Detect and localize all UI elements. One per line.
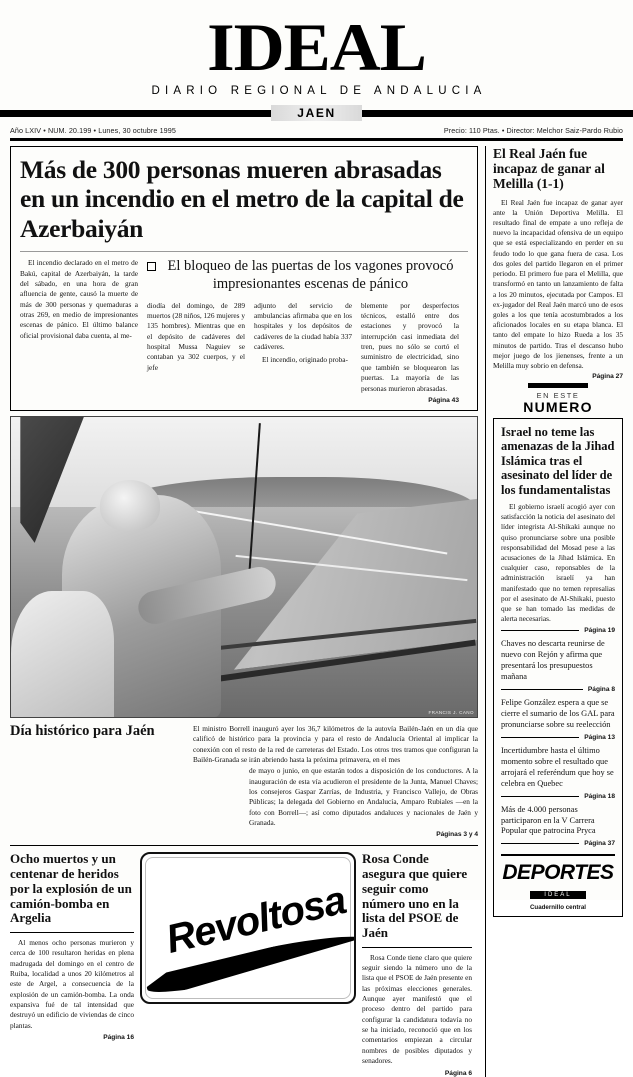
caption-column-2 (249, 766, 478, 838)
sidebar-sport-page-reference[interactable]: Página 27 (592, 373, 623, 381)
bottom-right-page-reference[interactable]: Página 6 (444, 1069, 472, 1077)
bottom-story-argelia (10, 852, 134, 1076)
caption-column-1 (10, 766, 239, 838)
section-divider (10, 845, 478, 846)
index-header (493, 383, 623, 415)
lead-paragraph: blemente por desperfectos técnicos, estalló entre dos estaciones y provocó la interrupción casi inmediata del tren, pues no sólo se cortó el suministro de electricidad, sino que también se bloquearon las puertas. La mayoría de las personas murieron abrasadas. (361, 300, 459, 393)
rule-right (362, 110, 633, 117)
advertisement-revoltosa[interactable] (134, 852, 362, 1076)
photo-second-passenger (11, 591, 114, 717)
index-main-ref-row (501, 627, 615, 634)
rule (501, 843, 579, 844)
index-brief-ref-row (501, 686, 615, 693)
index-main-body: El gobierno israelí acogió ayer con satisfacción la noticia del asesinato del líder integrista Al-Shikaki aunque no quiso pronunciarse sobre una posible responsabilidad del Mosad pese a las acusaciones de la Jihad Islámica. En cualquier caso, reponsables de la administración israelí ya han manifestado que no temen represalias por el asesinato de Al-Shikaki, puesto que se han tomado las medidas de alerta necesarias. (500, 502, 615, 624)
index-brief (501, 639, 615, 693)
ad-frame[interactable] (140, 852, 356, 1004)
lead-paragraph: El incendio declarado en el metro de Bakú, capital de Azerbaiyán, la tarde del sábado, en una hora de gran afluencia de gente, causó la muerte de más de 300 personas y quemaduras a otras 269, en medio de impresionantes escenas de pánico. El último balance oficial provisional daba cuenta, al me- (20, 258, 138, 340)
sports-supplement-subtitle: Cuadernillo central (529, 904, 586, 912)
bottom-right-divider (362, 947, 472, 948)
issue-info-right: Precio: 110 Ptas. • Director: Melchor Saiz-Pardo Rubio (443, 125, 623, 135)
index-brief-ref-row (501, 734, 615, 741)
sidebar (493, 146, 623, 1077)
lead-story (10, 146, 478, 411)
index-main-page-reference[interactable]: Página 19 (584, 627, 615, 635)
lead-paragraph: adjunto del servicio de ambulancias afirmaba que en los hospitales y los depósitos de cadáveres de la ciudad había 337 cadáveres. (254, 300, 352, 352)
index-brief-page-reference[interactable]: Página 18 (584, 792, 615, 800)
issue-info-left: Año LXIV • NUM. 20.199 • Lunes, 30 octubre 1995 (10, 125, 176, 135)
caption-story (10, 724, 478, 839)
index-brief-ref-row (501, 840, 615, 847)
sidebar-sport-story (493, 146, 623, 381)
main-photo-frame (10, 416, 478, 718)
bottom-right-headline: Rosa Conde asegura que quiere seguir como número uno en la lista del PSOE de Jaén (362, 851, 468, 940)
ad-brand-name: Revoltosa (162, 878, 350, 963)
bottom-right-body: Rosa Conde tiene claro que quiere seguir siendo la número uno de la lista que el PSOE de Jaén presente en las próximas elecciones generales. Aunque ayer manifestó que el proceso dentro del partido para configurar la candidatura todavía no se ha iniciado, reconoció que en los comentarios empiezan a circular nombres de posibles diputados y senadores. (362, 952, 472, 1066)
sidebar-sport-body: El Real Jaén fue incapaz de ganar ayer ante la Unión Deportiva Melilla. El resultado final de empate a uno refleja de nuevo la incapacidad ofensiva de un equipo que se está especializando en perder en su feudo todo lo que gana fuera de casa. Los dos goles del partido llegaron en el primer periodo. El primero fue para el Melilla, que transformó en tanto un lanzamiento de falta a los 20 minutos, ejecutada por Campos. El ex-jugador del Real Jaén marcó uno de esos goles a los que tenía acostumbrados a los aficionados locales en su etapa blanca. El tanto del empate lo hizo Rueda a los 35 minutos de partido. Tras el descanso hubo mejor juego de los jienenses, frente a un Melilla muy sobrio en defensa. (492, 197, 623, 370)
square-bullet-icon (147, 262, 156, 271)
caption-page-reference[interactable]: Páginas 3 y 4 (436, 831, 478, 839)
index-label-line2: NUMERO (523, 399, 593, 416)
index-brief-text: Incertidumbre hasta el último momento sobre el resultado que arrojará el referéndum que hoy se celebra en Quebec (500, 745, 614, 788)
bottom-left-page-reference[interactable]: Página 16 (103, 1034, 134, 1042)
index-brief-page-reference[interactable]: Página 37 (584, 840, 615, 848)
masthead-tagline: DIARIO REGIONAL DE ANDALUCIA (151, 84, 487, 97)
main-column (10, 146, 478, 1077)
index-brief-ref-row (501, 793, 615, 800)
index-brief-text: Chaves no descarta reunirse de nuevo con Rejón y afirma que presentará los presupuestos mañana (500, 639, 605, 682)
bottom-left-divider (10, 932, 134, 933)
index-brief-page-reference[interactable]: Página 8 (587, 686, 615, 694)
index-brief (501, 805, 615, 848)
index-brief (501, 746, 615, 800)
caption-headline: Día histórico para Jaén (10, 722, 155, 739)
lead-subheadline: El bloqueo de las puertas de los vagones provocó impresionantes escenas de pánico (167, 258, 454, 292)
edition-bar (0, 106, 633, 121)
lead-column-2 (147, 301, 245, 404)
lead-column-4 (361, 301, 459, 404)
rule (501, 796, 579, 797)
index-brief-text: Más de 4.000 personas participaron en la V Carrera Popular que patrocina Pryca (500, 804, 596, 836)
index-box (493, 418, 623, 918)
lead-headline: Más de 300 personas mueren abrasadas en un incendio en el metro de la capital de Azerbaiyán (20, 154, 464, 243)
photo-credit: FRANCIS J. CANO (428, 709, 474, 715)
bottom-left-headline: Ocho muertos y un centenar de heridos por la explosión de un camión-bomba en Argelia (10, 851, 132, 926)
index-label-line1: EN ESTE (536, 391, 580, 401)
index-brief (501, 698, 615, 741)
photo-passenger-head (100, 480, 161, 531)
edition-label: JAEN (271, 105, 361, 121)
sports-supplement-bar: IDEAL (530, 891, 585, 899)
newspaper-logo: IDEAL (207, 9, 426, 85)
caption-lead-text: El ministro Borrell inauguró ayer los 36,7 kilómetros de la autovía Bailén-Jaén en un día que calificó de histórico para la provincia y para el resto de Andalucía Oriental al implicar la conexión con el resto de la red de carreteras del Estado. Los otros tres tramos que configuran la Bailén-Granada se irán abriendo hasta la próxima primavera, en el mes (193, 723, 478, 764)
index-header-bar (528, 383, 588, 388)
bottom-section (10, 852, 478, 1076)
page-body (0, 141, 633, 1077)
lead-paragraph: diodía del domingo, de 289 muertos (28 niños, 126 mujeres y 135 hombres). Mientras que en el depósito de cadáveres del hospital Mussa Naguiev se contaban ya 302 cuerpos, y el jefe (147, 300, 245, 372)
lead-subhead-block (147, 258, 459, 404)
main-photo-highway-inauguration (11, 417, 477, 717)
bottom-story-rosa-conde (362, 852, 472, 1076)
sports-supplement-title: DEPORTES (502, 861, 614, 885)
sidebar-sport-headline: El Real Jaén fue incapaz de ganar al Melilla (1-1) (492, 145, 605, 192)
lead-first-column (20, 258, 138, 404)
index-main-headline: Israel no teme las amenazas de la Jihad Islámica tras el asesinato del líder de los fundamentalistas (500, 424, 615, 497)
bottom-left-body: Al menos ocho personas murieron y cerca de 100 resultaron heridas en plena madrugada del domingo en el centro de Ruiba, localidad a unos 20 kilómetros al este de Argel, a consecuencia de la explosión de un camión-bomba. La onda expansiva fué de tal intensidad que destruyó un edificio de viviendas de cinco plantas. (10, 937, 134, 1030)
rule (501, 689, 583, 690)
index-brief-page-reference[interactable]: Página 13 (584, 733, 615, 741)
lead-paragraph: El incendio, originado proba- (262, 355, 348, 365)
column-divider (485, 146, 486, 1077)
rule (501, 737, 579, 738)
sports-supplement-promo[interactable] (501, 854, 615, 911)
masthead (0, 0, 633, 141)
rule-left (0, 110, 271, 117)
lead-column-3 (254, 301, 352, 404)
lead-divider (20, 251, 468, 252)
index-brief-text: Felipe González espera a que se cierre el sumario de los GAL para pronunciarse sobre su reelección (500, 698, 615, 729)
rule (501, 630, 579, 631)
subhead-row (147, 258, 459, 293)
caption-paragraph: de mayo o junio, en que estarán todos a disposición de los conductores. A la inauguración de esta vía acudieron el presidente de la Junta, Manuel Chaves; los consejeros Gaspar Zarrías, de Industria, y Francisco Vallejo, de Obras Públicas; la delegada del Gobierno en Andalucía, Amparo Rubiales —en la foto con Borrell—; así como diputados andaluces y nacionales de Jaén y Granada. (249, 766, 478, 828)
lead-page-reference[interactable]: Página 43 (428, 396, 459, 404)
issue-info-bar (0, 121, 633, 138)
